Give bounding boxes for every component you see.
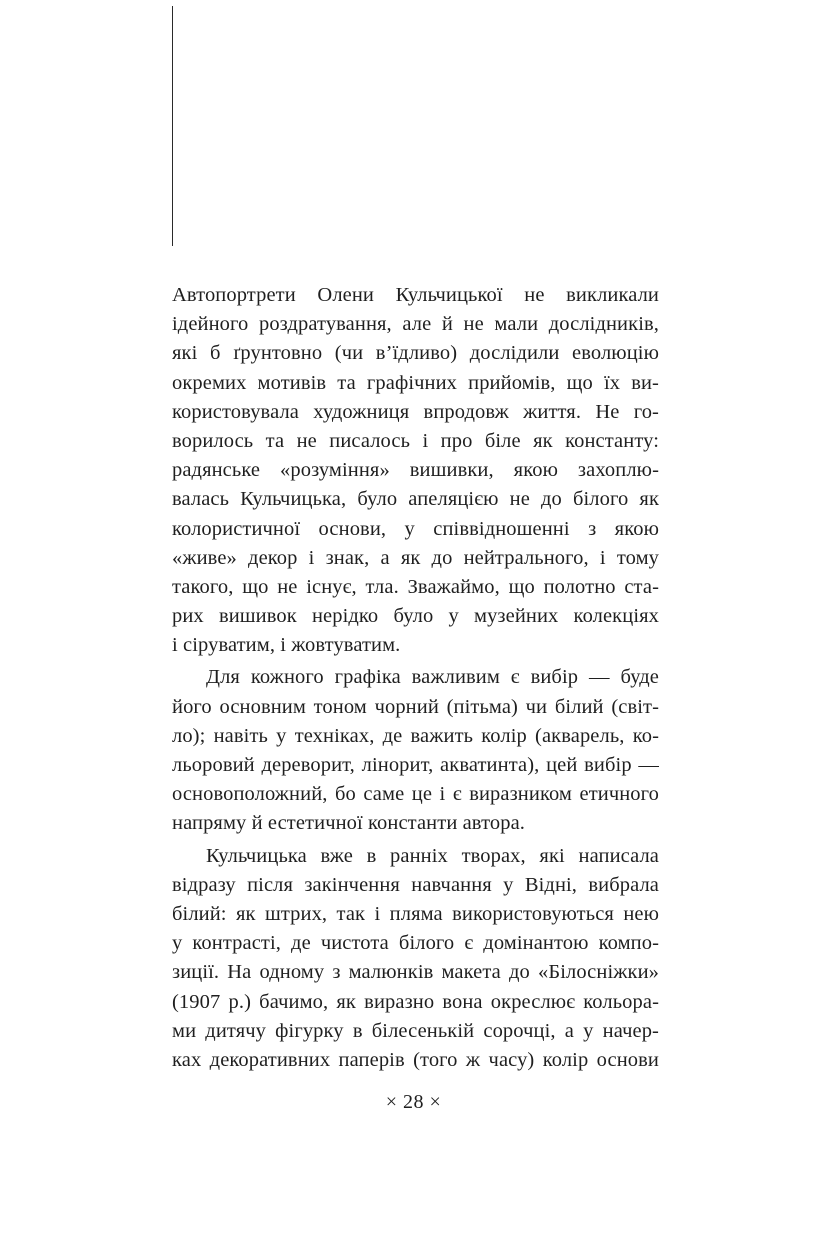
text-line: «живе» декор і знак, а як до нейтрального, і тому xyxy=(172,546,659,569)
text-line: у контрасті, де чистота білого є домінантою компо- xyxy=(172,932,659,955)
text-line: ках декоративних паперів (того ж часу) колір основи xyxy=(172,1048,659,1071)
text-line: (1907 р.) бачимо, як виразно вона окреслює кольора- xyxy=(172,990,659,1013)
text-line: ло); навіть у техніках, де важить колір (акварель, ко- xyxy=(172,724,659,747)
text-line: його основним тоном чорний (пітьма) чи білий (світ- xyxy=(172,695,659,718)
text-line: які б ґрунтовно (чи в’їдливо) дослідили еволюцію xyxy=(172,342,659,365)
text-line: напряму й естетичної константи автора. xyxy=(172,812,525,835)
paragraph-first-line: Кульчицька вже в ранніх творах, які написала xyxy=(206,844,659,867)
text-line: льоровий дереворит, лінорит, акватинта), цей вибір — xyxy=(172,754,659,776)
body-text xyxy=(172,281,659,1075)
vertical-rule xyxy=(172,6,173,246)
text-line: Автопортрети Олени Кульчицької не викликали xyxy=(172,284,659,306)
text-line: радянське «розуміння» вишивки, якою захоплю- xyxy=(172,459,659,482)
text-line: рих вишивок нерідко було у музейних колекціях xyxy=(172,605,659,628)
text-line: валась Кульчицька, було апеляцією не до білого як xyxy=(172,488,659,511)
text-line: ідейного роздратування, але й не мали дослідників, xyxy=(172,313,659,336)
text-line: білий: як штрих, так і пляма використовуються нею xyxy=(172,902,659,925)
text-line: відразу після закінчення навчання у Відні, вибрала xyxy=(172,873,659,896)
text-line: основоположний, бо саме це і є виразником етичного xyxy=(172,783,659,806)
text-line: такого, що не існує, тла. Зважаймо, що полотно ста- xyxy=(172,575,659,598)
page-number: × 28 × xyxy=(385,1091,442,1113)
text-line: і сіруватим, і жовтуватим. xyxy=(172,634,401,657)
text-line: окремих мотивів та графічних прийомів, що їх ви- xyxy=(172,371,659,394)
text-line: користовувала художниця впродовж життя. Не го- xyxy=(172,400,659,423)
text-line: колористичної основи, у співвідношенні з якою xyxy=(172,517,659,540)
text-line: зиції. На одному з малюнків макета до «Білосніжки» xyxy=(172,961,659,984)
text-line: ворилось та не писалось і про біле як константу: xyxy=(172,429,659,452)
text-line: ми дитячу фігурку в білесенькій сорочці, а у начер- xyxy=(172,1019,659,1042)
paragraph-first-line: Для кожного графіка важливим є вибір — буде xyxy=(206,666,659,689)
